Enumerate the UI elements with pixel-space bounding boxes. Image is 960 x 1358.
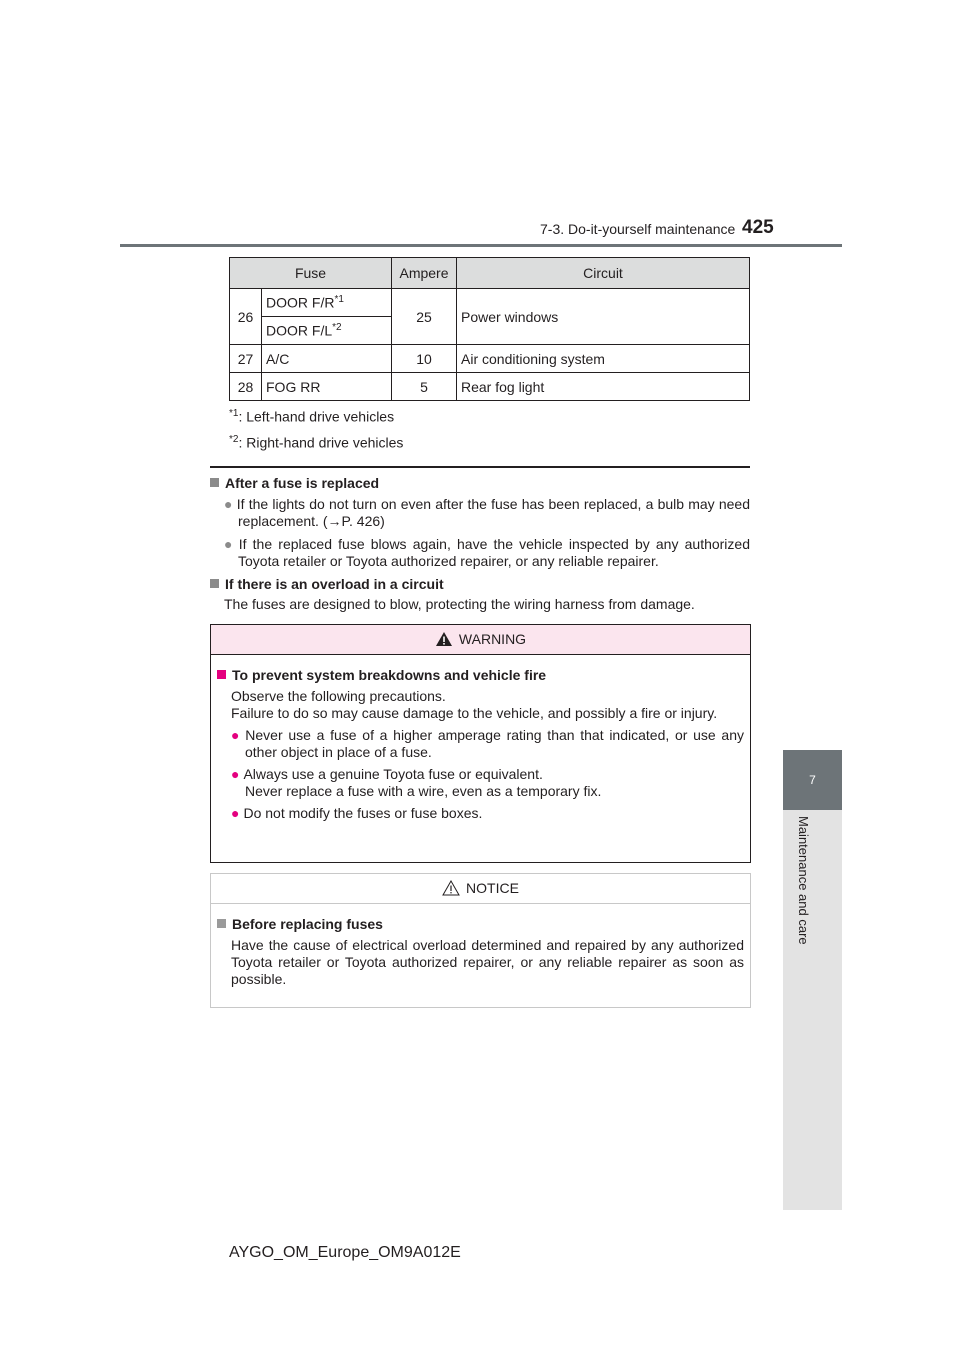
paragraph: The fuses are designed to blow, protecting the wiring harness from damage.: [224, 596, 695, 612]
fuse-table: [229, 257, 750, 401]
paragraph: Observe the following precautions.: [231, 688, 446, 704]
section-divider: [210, 466, 750, 468]
square-bullet-icon: [210, 478, 219, 487]
col-header-ampere: Ampere: [392, 258, 457, 289]
bullet-icon: ●: [224, 536, 235, 552]
fuse-name: DOOR $F/R^{*1}$: [262, 289, 392, 317]
table-row: [230, 373, 750, 401]
notice-header: NOTICE: [211, 874, 750, 904]
bullet-icon: ●: [231, 727, 242, 743]
warning-header: WARNING: [211, 625, 750, 655]
table-header-row: [230, 258, 750, 289]
notice-body: [211, 904, 750, 996]
square-bullet-icon: [217, 919, 226, 928]
fuse-number: 26: [230, 289, 262, 345]
chapter-tab-label: Maintenance and care: [796, 816, 811, 945]
section-heading: After a fuse is replaced: [210, 475, 750, 492]
header-rule: [120, 244, 842, 247]
square-bullet-icon: [217, 670, 226, 679]
page-number: 425: [742, 217, 774, 238]
fuse-circuit: Air conditioning system: [457, 345, 750, 373]
paragraph: Failure to do so may cause damage to the vehicle, and possibly a fire or injury.: [231, 705, 718, 721]
fuse-name: A/C: [262, 345, 392, 373]
square-bullet-icon: [210, 579, 219, 588]
bullet-item: ● Always use a genuine Toyota fuse or equivalent. Never replace a fuse with a wire, even as a temporary fix.: [231, 766, 602, 799]
bullet-icon: ●: [231, 805, 240, 821]
fuse-circuit: Rear fog light: [457, 373, 750, 401]
table-row: [230, 345, 750, 373]
notice-heading: Before replacing fuses: [217, 916, 744, 933]
chapter-tab-strip: [783, 810, 842, 1210]
notice-box: [210, 873, 751, 1008]
bullet-icon: ●: [231, 766, 240, 782]
notice-triangle-icon: [442, 880, 460, 896]
fuse-number: 28: [230, 373, 262, 401]
fuse-number: 27: [230, 345, 262, 373]
bullet-item: ● If the lights do not turn on even after the fuse has been replaced, a bulb may need replacement. (→P. 426): [224, 496, 750, 529]
warning-body: [211, 655, 750, 830]
document-code: AYGO_OM_Europe_OM9A012E: [229, 1244, 461, 1261]
after-replaced-section: [210, 475, 750, 613]
bullet-item: ● Do not modify the fuses or fuse boxes.: [231, 805, 483, 821]
fuse-name: DOOR $F/L^{*2}$: [262, 317, 392, 345]
paragraph: Have the cause of electrical overload determined and repaired by any authorized Toyota retailer or Toyota authorized repairer, or any reliable repairer as soon as possible.: [231, 937, 744, 987]
fuse-ampere: 10: [392, 345, 457, 373]
warning-box: [210, 624, 751, 863]
bullet-item: ● If the replaced fuse blows again, have the vehicle inspected by any authorized Toyota retailer or Toyota authorized repairer, or any reliable repairer.: [224, 536, 750, 569]
chapter-tab-number: 7: [783, 750, 842, 810]
warning-heading: To prevent system breakdowns and vehicle fire: [217, 667, 744, 684]
warning-triangle-icon: [435, 631, 453, 647]
bullet-item: ● Never use a fuse of a higher amperage rating than that indicated, or use any other object in place of a fuse.: [231, 727, 744, 760]
section-title: 7-3. Do-it-yourself maintenance: [540, 221, 736, 237]
footnote-2: $^{*2}$: Right-hand drive vehicles: [229, 434, 404, 451]
fuse-circuit: Power windows: [457, 289, 750, 345]
bullet-icon: ●: [224, 496, 233, 512]
section-heading: If there is an overload in a circuit: [210, 576, 750, 593]
fuse-name: FOG RR: [262, 373, 392, 401]
col-header-circuit: Circuit: [457, 258, 750, 289]
table-row: [230, 289, 750, 317]
col-header-fuse: Fuse: [230, 258, 392, 289]
footnote-1: $^{*1}$: Left-hand drive vehicles: [229, 408, 395, 425]
fuse-ampere: 5: [392, 373, 457, 401]
fuse-ampere: 25: [392, 289, 457, 345]
